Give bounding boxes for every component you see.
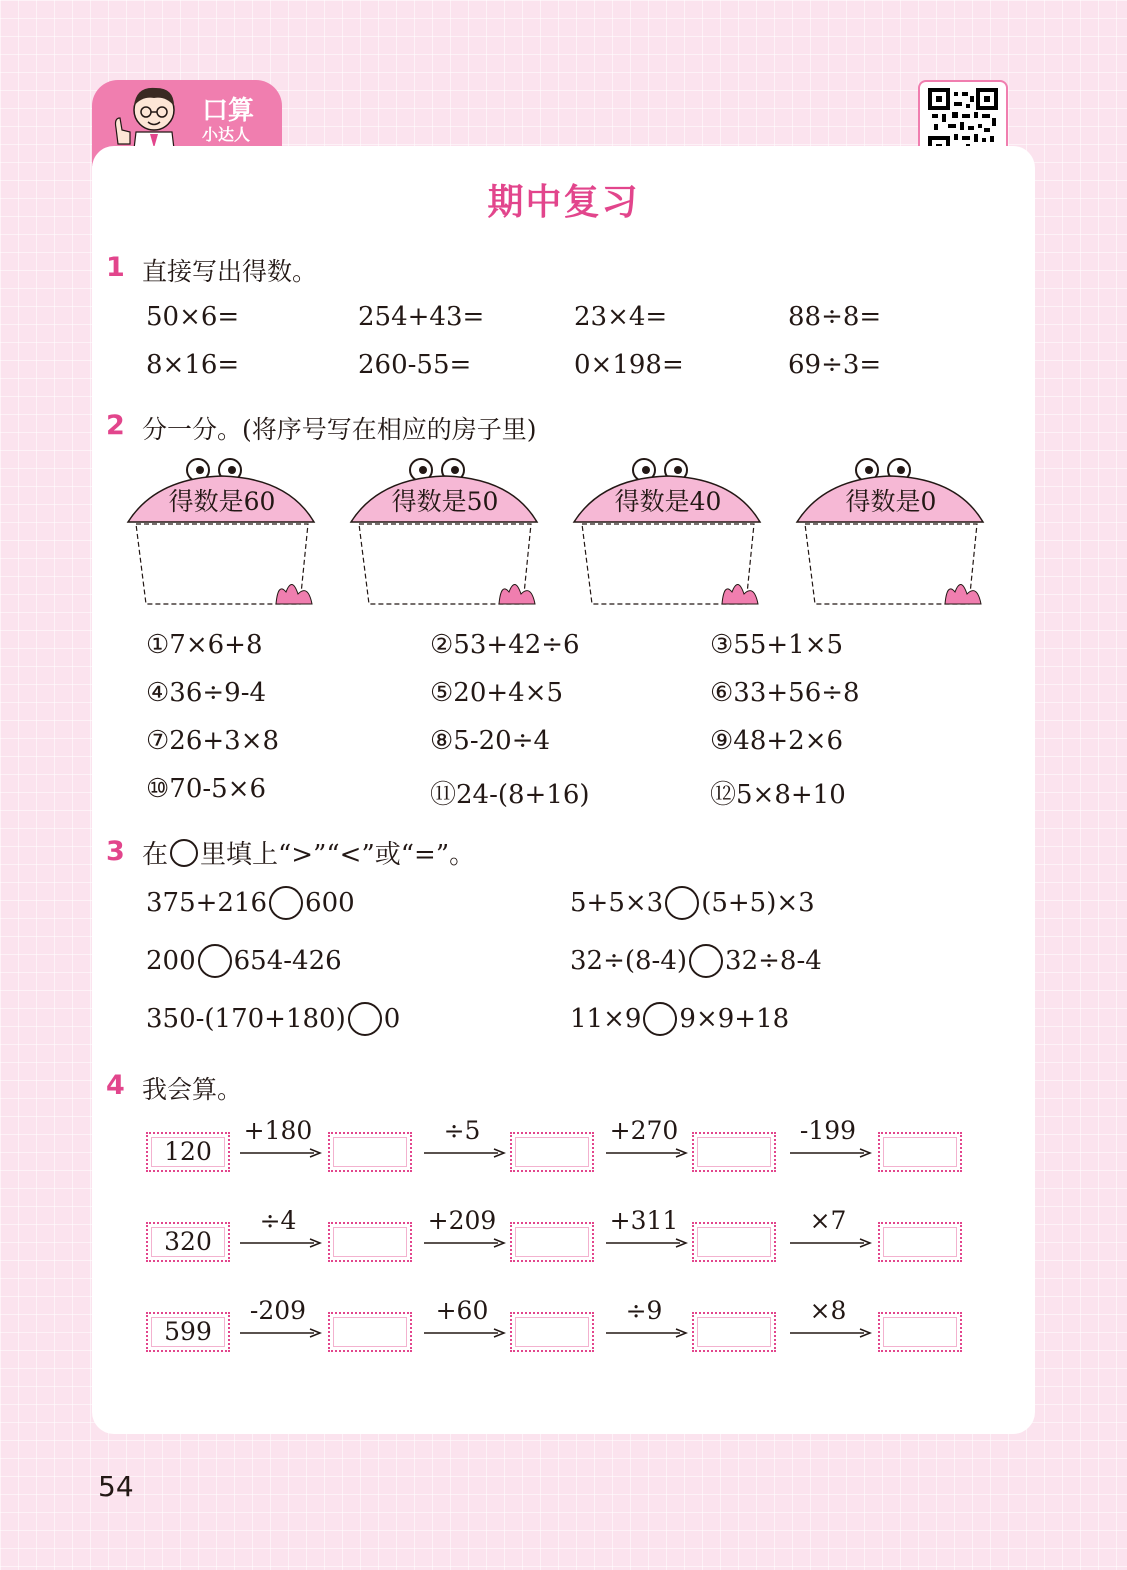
q1-item: 0×198= [574,350,684,380]
chain-start-box: 320 [146,1222,230,1262]
q2-item: ⑪24-(8+16) [430,780,590,810]
house-icon [795,452,987,612]
answer-circle[interactable] [269,886,303,920]
arrow-right-icon [424,1236,506,1250]
question-4-prompt: 我会算。 [142,1075,243,1104]
compare-left: 375+216 [146,888,268,918]
q2-item: ①7×6+8 [146,630,263,660]
compare-left: 11×9 [570,1004,642,1034]
q2-item: ⑩70-5×6 [146,774,267,804]
chain-operation: +311 [609,1206,679,1235]
arrow-right-icon [424,1326,506,1340]
arrow-right-icon [606,1326,688,1340]
compare-item [146,944,342,978]
answer-circle[interactable] [198,944,232,978]
house-50[interactable] [349,452,541,612]
compare-right: 654-426 [233,946,342,976]
chain-operation: ×8 [809,1296,847,1325]
chain-operation: ÷5 [443,1116,481,1145]
compare-right: 600 [305,888,355,918]
question-1-number: 1 [106,252,125,283]
compare-item [146,1002,400,1036]
q1-item: 254+43= [358,302,485,332]
q2-item: ③55+1×5 [710,630,844,660]
q1-item: 88÷8= [788,302,882,332]
arrow-right-icon [240,1326,322,1340]
q1-item: 23×4= [574,302,668,332]
chain-operation: -199 [799,1116,857,1145]
q2-item: ⑨48+2×6 [710,726,844,756]
question-2-prompt: 分一分。(将序号写在相应的房子里) [142,415,537,444]
arrow-right-icon [240,1236,322,1250]
question-2-number: 2 [106,410,125,441]
answer-box[interactable] [328,1312,412,1352]
arrow-right-icon [424,1146,506,1160]
answer-circle[interactable] [643,1002,677,1036]
house-icon [126,452,318,612]
answer-box[interactable] [692,1132,776,1172]
arrow-right-icon [606,1236,688,1250]
q2-item: ⑦26+3×8 [146,726,280,756]
answer-circle[interactable] [665,886,699,920]
chain-operation: +209 [427,1206,497,1235]
compare-right: (5+5)×3 [701,888,815,918]
question-4-number: 4 [106,1070,125,1101]
chain-operation: ×7 [809,1206,847,1235]
answer-box[interactable] [510,1222,594,1262]
compare-item [146,886,355,920]
prompt-part: 里填上“>”“<”或“=”。 [200,840,476,870]
chain-operation: ÷4 [259,1206,297,1235]
q1-item: 69÷3= [788,350,882,380]
answer-circle[interactable] [348,1002,382,1036]
answer-circle[interactable] [689,944,723,978]
house-icon [572,452,764,612]
compare-right: 9×9+18 [679,1004,790,1034]
arrow-right-icon [606,1146,688,1160]
house-60[interactable] [126,452,318,612]
house-40[interactable] [572,452,764,612]
page-number: 54 [98,1470,134,1503]
answer-box[interactable] [328,1222,412,1262]
q2-item: ⑤20+4×5 [430,678,564,708]
house-label: 得数是60 [168,487,276,516]
chain-operation: -209 [249,1296,307,1325]
answer-box[interactable] [878,1132,962,1172]
q2-item: ⑫5×8+10 [710,780,846,810]
page-title: 期中复习 [487,182,640,223]
compare-right: 32÷8-4 [725,946,822,976]
arrow-right-icon [240,1146,322,1160]
answer-box[interactable] [692,1312,776,1352]
chain-operation: +60 [435,1296,489,1325]
question-3-prompt [142,834,475,871]
badge-title: 口算 [202,96,255,126]
compare-left: 32÷(8-4) [570,946,688,976]
answer-box[interactable] [328,1132,412,1172]
arrow-right-icon [790,1236,872,1250]
house-label: 得数是50 [391,487,499,516]
compare-left: 200 [146,946,196,976]
q2-item: ⑧5-20÷4 [430,726,551,756]
compare-item [570,944,822,978]
q1-item: 260-55= [358,350,472,380]
answer-box[interactable] [510,1312,594,1352]
compare-left: 350-(170+180) [146,1004,346,1034]
chain-operation: +180 [243,1116,313,1145]
compare-item [570,886,815,920]
arrow-right-icon [790,1146,872,1160]
q2-item: ⑥33+56÷8 [710,678,860,708]
q2-item: ②53+42÷6 [430,630,580,660]
compare-left: 5+5×3 [570,888,664,918]
answer-box[interactable] [878,1222,962,1262]
worksheet-card [92,146,1035,1434]
compare-right: 0 [383,1004,401,1034]
house-label: 得数是40 [614,487,722,516]
compare-item [570,1002,789,1036]
q1-item: 8×16= [146,350,240,380]
chain-operation: +270 [609,1116,679,1145]
question-3-number: 3 [106,836,125,867]
question-1-prompt: 直接写出得数。 [142,257,318,286]
chain-start-box: 599 [146,1312,230,1352]
answer-box[interactable] [878,1312,962,1352]
circle-icon [170,839,198,867]
chain-start-box: 120 [146,1132,230,1172]
q2-item: ④36÷9-4 [146,678,267,708]
chain-operation: ÷9 [625,1296,663,1325]
answer-box[interactable] [510,1132,594,1172]
prompt-part: 在 [142,840,169,870]
answer-box[interactable] [692,1222,776,1262]
arrow-right-icon [790,1326,872,1340]
house-icon [349,452,541,612]
q1-item: 50×6= [146,302,240,332]
house-label: 得数是0 [845,487,937,516]
badge-subtitle: 小达人 [202,125,251,144]
house-0[interactable] [795,452,987,612]
